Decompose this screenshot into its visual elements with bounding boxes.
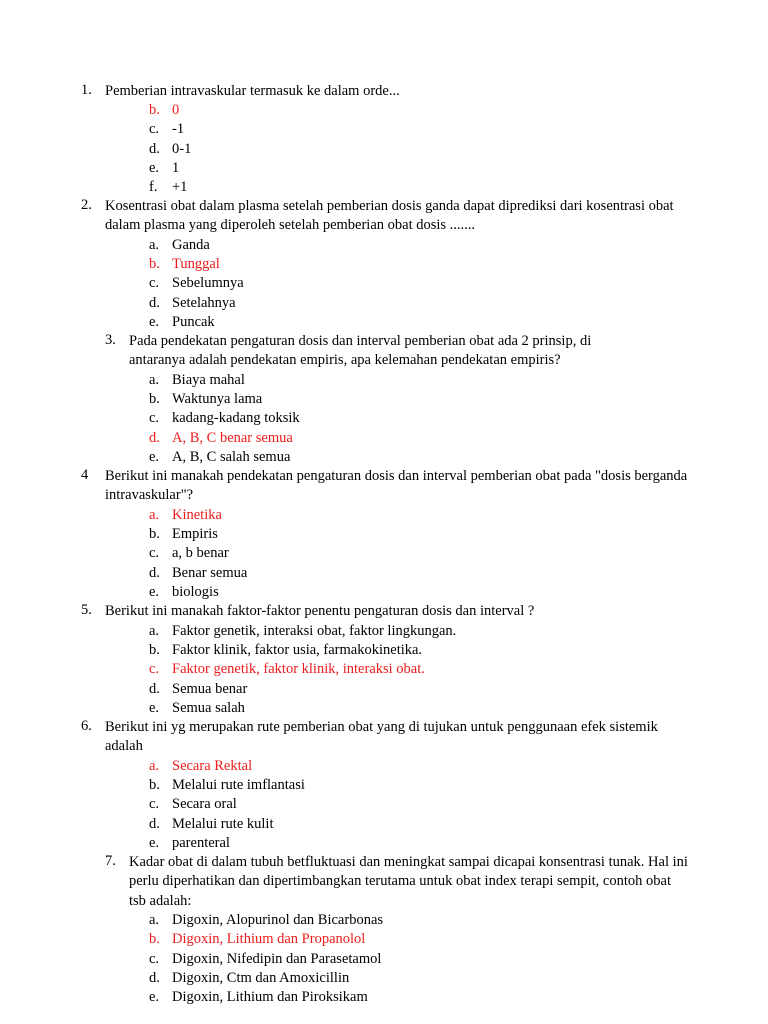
option-5a: a. Faktor genetik, interaksi obat, faktor lingkungan.	[149, 623, 457, 639]
option-2a: a. Ganda	[149, 237, 210, 253]
option-2d: d. Setelahnya	[149, 295, 236, 311]
option-1b: b. 0	[149, 102, 180, 118]
option-6c: c. Secara oral	[149, 796, 237, 812]
option-2b: b. Tunggal	[149, 256, 220, 272]
question-1	[81, 82, 701, 101]
option-2c: c. Sebelumnya	[149, 275, 244, 291]
option-3b: b. Waktunya lama	[149, 391, 263, 407]
option-4d: d. Benar semua	[149, 565, 248, 581]
question-2	[81, 197, 701, 236]
question-text: Berikut ini manakah faktor-faktor penentu pengaturan dosis dan interval ?	[105, 603, 535, 619]
option-5b: b. Faktor klinik, faktor usia, farmakokinetika.	[149, 642, 423, 658]
option-7e: e. Digoxin, Lithium dan Piroksikam	[149, 989, 368, 1005]
question-text: Berikut ini yg merupakan rute pemberian obat yang di tujukan untuk penggunaan efek sistemik adalah	[105, 719, 658, 755]
option-6d: d. Melalui rute kulit	[149, 816, 274, 832]
option-5c: c. Faktor genetik, faktor klinik, interaksi obat.	[149, 661, 425, 677]
option-2e: e. Puncak	[149, 314, 215, 330]
question-number: 3.	[105, 332, 116, 348]
option-1d: d. 0-1	[149, 141, 192, 157]
question-number: 6.	[81, 718, 92, 734]
option-3a: a. Biaya mahal	[149, 372, 245, 388]
question-4	[81, 467, 701, 506]
option-3d: d. A, B, C benar semua	[149, 430, 293, 446]
option-1c: c. -1	[149, 121, 185, 137]
option-7b: b. Digoxin, Lithium dan Propanolol	[149, 931, 366, 947]
question-number: 2.	[81, 197, 92, 213]
option-1e: e. 1	[149, 160, 180, 176]
option-5d: d. Semua benar	[149, 681, 248, 697]
question-text: Kosentrasi obat dalam plasma setelah pemberian dosis ganda dapat diprediksi dari kosentrasi obat dalam plasma yang diperoleh setelah pemberian obat dosis .......	[105, 198, 674, 234]
question-number: 7.	[105, 853, 116, 869]
option-4e: e. biologis	[149, 584, 219, 600]
question-number: 5.	[81, 602, 92, 618]
option-3e: e. A, B, C salah semua	[149, 449, 291, 465]
option-3c: c. kadang-kadang toksik	[149, 410, 300, 426]
option-4c: c. a, b benar	[149, 545, 229, 561]
option-4a: a. Kinetika	[149, 507, 222, 523]
option-5e: e. Semua salah	[149, 700, 245, 716]
question-text: Kadar obat di dalam tubuh betfluktuasi dan meningkat sampai dicapai konsentrasi tunak. Hal ini perlu diperhatikan dan dipertimbangkan terutama untuk obat index terapi sempit, contoh obat tsb adalah:	[129, 854, 688, 909]
question-3	[105, 332, 685, 371]
question-6	[81, 718, 701, 757]
question-5	[81, 602, 701, 621]
question-text: Pada pendekatan pengaturan dosis dan interval pemberian obat ada 2 prinsip, di antaranya adalah pendekatan empiris, apa kelemahan pendekatan empiris?	[129, 333, 592, 369]
question-number: 4	[81, 467, 89, 483]
option-6b: b. Melalui rute imflantasi	[149, 777, 305, 793]
option-1f: f. +1	[149, 179, 188, 195]
option-4b: b. Empiris	[149, 526, 218, 542]
option-7a: a. Digoxin, Alopurinol dan Bicarbonas	[149, 912, 384, 928]
question-number: 1.	[81, 82, 92, 98]
option-6e: e. parenteral	[149, 835, 230, 851]
option-7c: c. Digoxin, Nifedipin dan Parasetamol	[149, 951, 382, 967]
option-6a: a. Secara Rektal	[149, 758, 253, 774]
question-text: Berikut ini manakah pendekatan pengaturan dosis dan interval pemberian obat pada "dosis berganda intravaskular"?	[105, 468, 688, 504]
option-7d: d. Digoxin, Ctm dan Amoxicillin	[149, 970, 350, 986]
question-text: Pemberian intravaskular termasuk ke dalam orde...	[105, 83, 400, 99]
question-7	[105, 853, 705, 911]
